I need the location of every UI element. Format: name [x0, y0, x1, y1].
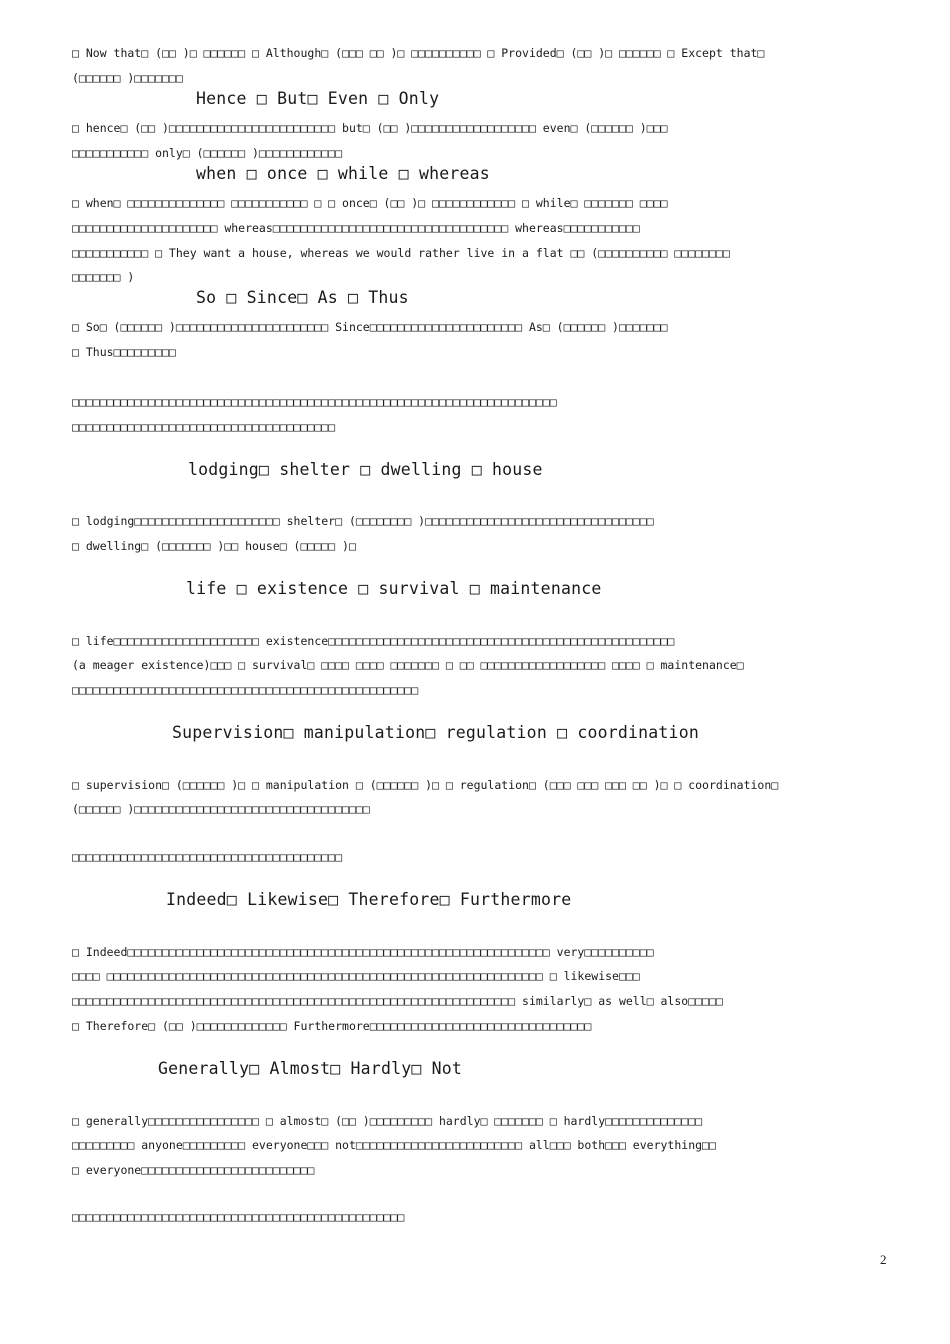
section-heading: Generally□ Almost□ Hardly□ Not [158, 1059, 463, 1078]
text-line: (□□□□□□ )□□□□□□□□□□□□□□□□□□□□□□□□□□□□□□□□□□ [72, 802, 370, 816]
text-line: □ Thus□□□□□□□□□ [72, 345, 176, 359]
text-line: □□□□□□□□□□□□□□□□□□□□□□□□□□□□□□□□□□□□□□□ [72, 850, 343, 864]
section-heading: lodging□ shelter □ dwelling □ house [188, 460, 543, 479]
page-number: 2 [880, 1252, 887, 1267]
text-line: □ supervision□ (□□□□□□ )□ □ manipulation □ (□□□□□□ )□ □ regulation□ (□□□ □□□ □□□ □□ )□ □ coordination□ [72, 778, 779, 792]
text-line: (□□□□□□ )□□□□□□□ [72, 71, 183, 85]
text-line: □ dwelling□ (□□□□□□□ )□□ house□ (□□□□□ )□ [72, 539, 356, 553]
text-line: □□□□□□□□□ anyone□□□□□□□□□ everyone□□□ not□□□□□□□□□□□□□□□□□□□□□□□□ all□□□ both□□□ everything□□ [72, 1138, 716, 1152]
text-line: □□□□□□□□□□□□□□□□□□□□□ whereas□□□□□□□□□□□□□□□□□□□□□□□□□□□□□□□□□□ whereas□□□□□□□□□□□ [72, 221, 640, 235]
text-line: (a meager existence)□□□ □ survival□ □□□□ □□□□ □□□□□□□ □ □□ □□□□□□□□□□□□□□□□□□ □□□□ □ maintenance□ [72, 658, 744, 672]
text-line: □□□□□□□□□□□□□□□□□□□□□□□□□□□□□□□□□□□□□□□□□□□□□□□□□□□□□□□□□□□□□□□□□□□□□□ [72, 395, 557, 409]
text-line: □ Now that□ (□□ )□ □□□□□□ □ Although□ (□□□ □□ )□ □□□□□□□□□□ □ Provided□ (□□ )□ □□□□□□ □ Except that□ [72, 46, 765, 60]
text-line: □ Therefore□ (□□ )□□□□□□□□□□□□□ Furthermore□□□□□□□□□□□□□□□□□□□□□□□□□□□□□□□□ [72, 1019, 592, 1033]
text-line: □ life□□□□□□□□□□□□□□□□□□□□□ existence□□□□□□□□□□□□□□□□□□□□□□□□□□□□□□□□□□□□□□□□□□□□□□□□□□ [72, 634, 675, 648]
section-heading: Supervision□ manipulation□ regulation □ coordination [172, 723, 699, 742]
text-line: □ everyone□□□□□□□□□□□□□□□□□□□□□□□□□ [72, 1163, 315, 1177]
text-line: □ So□ (□□□□□□ )□□□□□□□□□□□□□□□□□□□□□□ Since□□□□□□□□□□□□□□□□□□□□□□ As□ (□□□□□□ )□□□□□□□ [72, 320, 668, 334]
text-line: □□□□□□□□□□□ only□ (□□□□□□ )□□□□□□□□□□□□ [72, 146, 343, 160]
text-line: □ generally□□□□□□□□□□□□□□□□ □ almost□ (□□ )□□□□□□□□□ hardly□ □□□□□□□ □ hardly□□□□□□□□□□□□□□ [72, 1114, 703, 1128]
section-heading: Hence □ But□ Even □ Only [196, 89, 440, 108]
section-heading: when □ once □ while □ whereas [196, 164, 490, 183]
text-line: □□□□□□□□□□□ □ They want a house, whereas we would rather live in a flat □□ (□□□□□□□□□□ □□□□□□□□ [72, 246, 730, 260]
section-heading: So □ Since□ As □ Thus [196, 288, 409, 307]
text-line: □ hence□ (□□ )□□□□□□□□□□□□□□□□□□□□□□□□ but□ (□□ )□□□□□□□□□□□□□□□□□□ even□ (□□□□□□ )□□□ [72, 121, 668, 135]
text-line: □ Indeed□□□□□□□□□□□□□□□□□□□□□□□□□□□□□□□□□□□□□□□□□□□□□□□□□□□□□□□□□□□□□ very□□□□□□□□□□ [72, 945, 654, 959]
section-heading: life □ existence □ survival □ maintenance [186, 579, 602, 598]
text-line: □□□□□□□□□□□□□□□□□□□□□□□□□□□□□□□□□□□□□□□□□□□□□□□□□□□□□□□□□□□□□□□□ similarly□ as well□ also□□□□□ [72, 994, 723, 1008]
text-line: □□□□□□□□□□□□□□□□□□□□□□□□□□□□□□□□□□□□□□□□□□□□□□□□ [72, 1210, 405, 1224]
text-line: □□□□□□□□□□□□□□□□□□□□□□□□□□□□□□□□□□□□□□□□□□□□□□□□□□ [72, 683, 419, 697]
text-line: □ when□ □□□□□□□□□□□□□□ □□□□□□□□□□□ □ □ once□ (□□ )□ □□□□□□□□□□□□ □ while□ □□□□□□□ □□□□ [72, 196, 668, 210]
text-line: □ lodging□□□□□□□□□□□□□□□□□□□□□ shelter□ (□□□□□□□□ )□□□□□□□□□□□□□□□□□□□□□□□□□□□□□□□□□ [72, 514, 654, 528]
section-heading: Indeed□ Likewise□ Therefore□ Furthermore [166, 890, 572, 909]
text-line: □□□□ □□□□□□□□□□□□□□□□□□□□□□□□□□□□□□□□□□□□□□□□□□□□□□□□□□□□□□□□□□□□□□□ □ likewise□□□ [72, 969, 640, 983]
text-line: □□□□□□□□□□□□□□□□□□□□□□□□□□□□□□□□□□□□□□ [72, 420, 336, 434]
text-line: □□□□□□□ ) [72, 270, 135, 284]
